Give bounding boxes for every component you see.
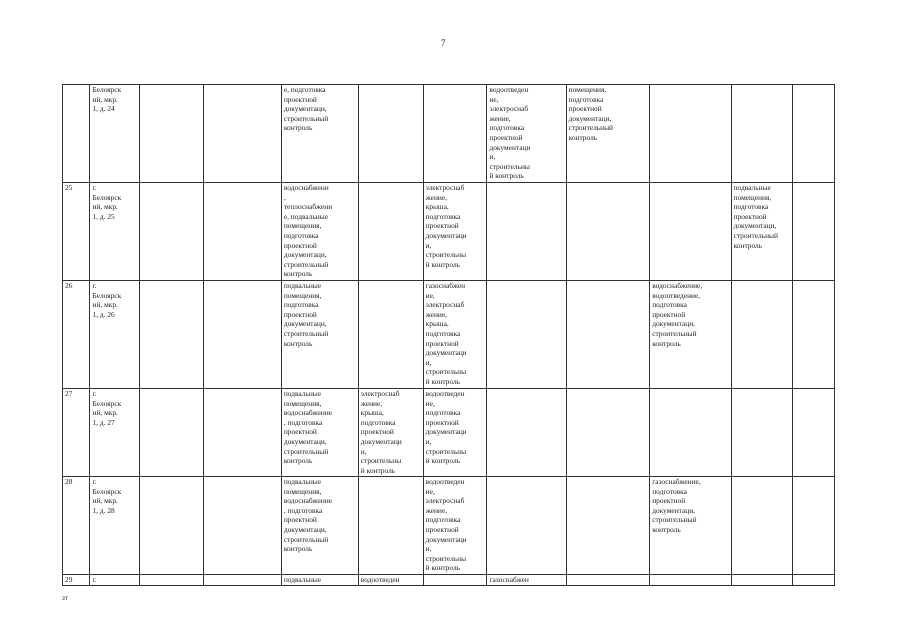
table-cell-c7 — [487, 281, 566, 389]
table-cell-c5: водоотведен — [358, 575, 423, 586]
table-cell-c6: водоотведен ие, электроснаб жение, подготовка проектной документаци и, строительны й контроль — [423, 477, 487, 575]
table-cell-c6 — [423, 575, 487, 586]
table-cell-c9: водоснабжение, водоотведение, подготовка проектной документаци, строительный контроль — [650, 281, 731, 389]
table-cell-c3b — [203, 477, 281, 575]
table-cell-c10 — [731, 389, 793, 477]
table-cell-c3 — [139, 575, 203, 586]
table-cell-c7: газоснабжен — [487, 575, 566, 586]
table-cell-c8: помещения, подготовка проектной документаци, строительный контроль — [566, 85, 650, 183]
table-cell-c4: подвальные помещения, водоснабжение , подготовка проектной документаци, строительный контроль — [281, 389, 358, 477]
table-cell-address: г. Белоярск ий, мкр. 1, д. 28 — [90, 477, 139, 575]
table-cell-c5 — [358, 183, 423, 281]
table-row — [63, 389, 835, 477]
table-cell-c7 — [487, 389, 566, 477]
table-cell-num: 25 — [63, 183, 90, 281]
table-cell-c4: е, подготовка проектной документаци, строительный контроль — [281, 85, 358, 183]
table-cell-c8 — [566, 477, 650, 575]
table-cell-c6: электроснаб жение, крыша, подготовка проектной документаци и, строительны й контроль — [423, 183, 487, 281]
table-cell-c5 — [358, 85, 423, 183]
table-cell-c3 — [139, 183, 203, 281]
table-cell-c3 — [139, 85, 203, 183]
table-cell-c5 — [358, 477, 423, 575]
table-cell-c8 — [566, 281, 650, 389]
repair-schedule-table — [62, 84, 835, 586]
footer-mark: зт — [62, 594, 68, 602]
table-cell-c10 — [731, 281, 793, 389]
table-cell-c4: подвальные помещения, подготовка проектной документаци, строительный контроль — [281, 281, 358, 389]
table-row — [63, 85, 835, 183]
table-cell-c9: газоснабжение, подготовка проектной документаци, строительный контроль — [650, 477, 731, 575]
table-cell-c3b — [203, 183, 281, 281]
table-cell-c11 — [793, 85, 835, 183]
table-cell-c5 — [358, 281, 423, 389]
table-cell-c10: подвальные помещения, подготовка проектной документаци, строительный контроль — [731, 183, 793, 281]
table-cell-address: г. Белоярск ий, мкр. 1, д. 25 — [90, 183, 139, 281]
table-cell-c4: подвальные — [281, 575, 358, 586]
table-cell-c11 — [793, 281, 835, 389]
table-row — [63, 281, 835, 389]
table-cell-num: 29 — [63, 575, 90, 586]
table-cell-c10 — [731, 575, 793, 586]
table-cell-c6 — [423, 85, 487, 183]
table-cell-address: Белоярск ий, мкр. 1, д. 24 — [90, 85, 139, 183]
table-cell-num: 26 — [63, 281, 90, 389]
table-cell-address: г. Белоярск ий, мкр. 1, д. 26 — [90, 281, 139, 389]
table-cell-c7 — [487, 183, 566, 281]
table-cell-c8 — [566, 575, 650, 586]
table-cell-num: 28 — [63, 477, 90, 575]
table-cell-c5: электроснаб жение, крыша, подготовка проектной документаци и, строительны й контроль — [358, 389, 423, 477]
table-cell-c11 — [793, 477, 835, 575]
table-cell-address: г. — [90, 575, 139, 586]
table-cell-c3 — [139, 281, 203, 389]
table-cell-num: 27 — [63, 389, 90, 477]
table-cell-c6: газоснабжен ие, электроснаб жение, крыша, подготовка проектной документаци и, строительны й контроль — [423, 281, 487, 389]
table-cell-c8 — [566, 183, 650, 281]
table-cell-c9 — [650, 183, 731, 281]
table-cell-c3b — [203, 281, 281, 389]
table-cell-c8 — [566, 389, 650, 477]
table-cell-c10 — [731, 85, 793, 183]
table-cell-c3b — [203, 389, 281, 477]
table-row — [63, 183, 835, 281]
table-cell-c3 — [139, 389, 203, 477]
page-number: 7 — [441, 38, 446, 48]
table-cell-c3 — [139, 477, 203, 575]
table-row — [63, 477, 835, 575]
table-cell-c6: водоотведен ие, подготовка проектной документаци и, строительны й контроль — [423, 389, 487, 477]
table-cell-c3b — [203, 575, 281, 586]
table-cell-c9 — [650, 85, 731, 183]
table-cell-num — [63, 85, 90, 183]
table-row — [63, 575, 835, 586]
table-cell-c4: подвальные помещения, водоснабжение , подготовка проектной документаци, строительный контроль — [281, 477, 358, 575]
table-cell-address: г. Белоярск ий, мкр. 1, д. 27 — [90, 389, 139, 477]
table-cell-c9 — [650, 575, 731, 586]
table-cell-c11 — [793, 183, 835, 281]
table-cell-c11 — [793, 575, 835, 586]
table-cell-c3b — [203, 85, 281, 183]
table-cell-c7 — [487, 477, 566, 575]
table-cell-c11 — [793, 389, 835, 477]
table-cell-c10 — [731, 477, 793, 575]
table-cell-c9 — [650, 389, 731, 477]
table-cell-c7: водоотведен ие, электроснаб жение, подготовка проектной документаци и, строительны й контроль — [487, 85, 566, 183]
table-cell-c4: водоснабжени , теплоснабжени е, подвальные помещения, подготовка проектной документаци, строительный контроль — [281, 183, 358, 281]
